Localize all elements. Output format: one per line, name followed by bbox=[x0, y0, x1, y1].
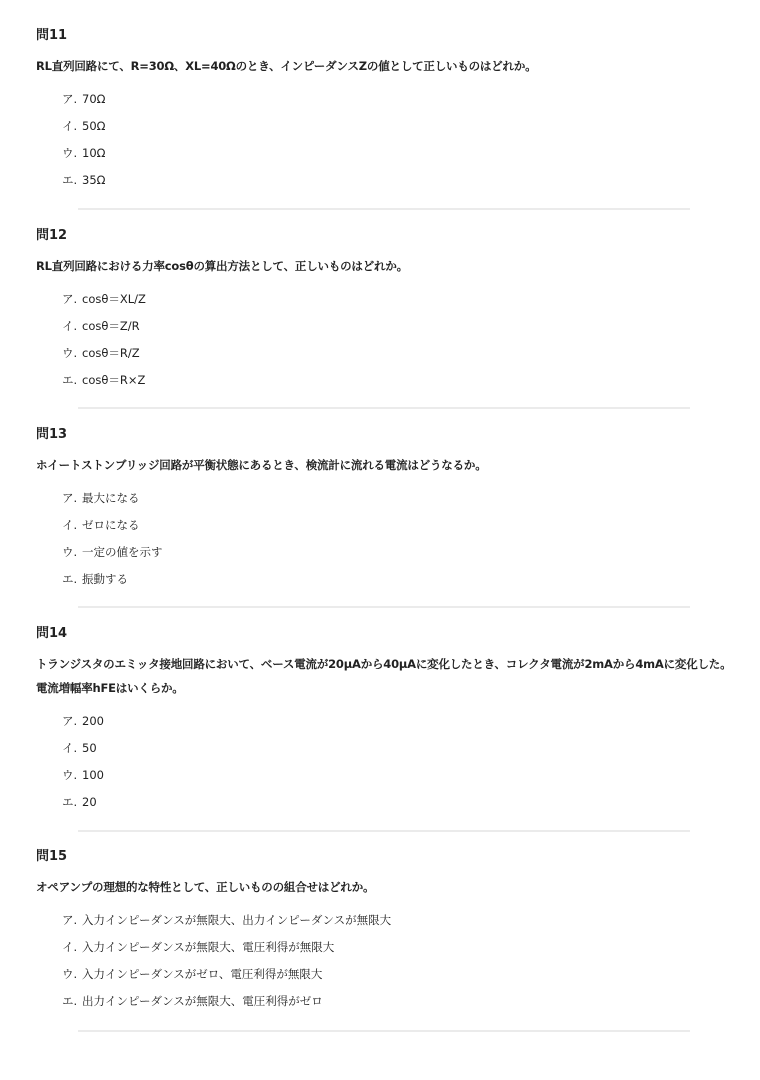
option-i[interactable] bbox=[62, 735, 736, 762]
option-text: cosθ＝R×Z bbox=[82, 373, 146, 387]
option-a[interactable] bbox=[62, 86, 736, 113]
option-text: 入力インピーダンスがゼロ、電圧利得が無限大 bbox=[82, 967, 323, 981]
option-label: ア. bbox=[62, 714, 78, 728]
question-15 bbox=[36, 848, 736, 1015]
question-13 bbox=[36, 426, 736, 593]
option-text: 100 bbox=[82, 768, 104, 782]
option-label: ウ. bbox=[62, 346, 78, 360]
option-u[interactable] bbox=[62, 140, 736, 167]
option-label: エ. bbox=[62, 795, 78, 809]
option-list bbox=[36, 708, 736, 816]
option-i[interactable] bbox=[62, 113, 736, 140]
option-a[interactable] bbox=[62, 907, 736, 934]
option-label: ウ. bbox=[62, 545, 78, 559]
option-e[interactable] bbox=[62, 167, 736, 194]
option-text: 20 bbox=[82, 795, 97, 809]
option-a[interactable] bbox=[62, 708, 736, 735]
question-11 bbox=[36, 27, 736, 194]
option-u[interactable] bbox=[62, 340, 736, 367]
question-text: ホイートストンブリッジ回路が平衡状態にあるとき、検流計に流れる電流はどうなるか。 bbox=[36, 458, 487, 472]
option-label: ウ. bbox=[62, 146, 78, 160]
question-text: RL直列回路における力率cosθの算出方法として、正しいものはどれか。 bbox=[36, 259, 408, 273]
option-a[interactable] bbox=[62, 286, 736, 313]
option-text: ゼロになる bbox=[82, 518, 140, 532]
option-text: 一定の値を示す bbox=[82, 545, 163, 559]
option-text: 35Ω bbox=[82, 173, 106, 187]
option-i[interactable] bbox=[62, 934, 736, 961]
option-label: エ. bbox=[62, 994, 78, 1008]
option-list bbox=[36, 86, 736, 194]
question-12 bbox=[36, 227, 736, 394]
option-label: ア. bbox=[62, 913, 78, 927]
option-label: イ. bbox=[62, 940, 78, 954]
option-label: ア. bbox=[62, 491, 78, 505]
question-number: 問12 bbox=[36, 228, 68, 243]
question-divider bbox=[78, 407, 690, 409]
question-text: オペアンプの理想的な特性として、正しいものの組合せはどれか。 bbox=[36, 880, 375, 894]
option-text: cosθ＝Z/R bbox=[82, 319, 140, 333]
question-number: 問13 bbox=[36, 427, 68, 442]
question-divider bbox=[78, 830, 690, 832]
question-number: 問11 bbox=[36, 28, 68, 43]
option-label: ア. bbox=[62, 292, 78, 306]
question-divider bbox=[78, 208, 690, 210]
question-text: RL直列回路にて、R=30Ω、XL=40Ωのとき、インピーダンスZの値として正しいものはどれか。 bbox=[36, 59, 537, 73]
option-text: 50 bbox=[82, 741, 97, 755]
option-label: ウ. bbox=[62, 967, 78, 981]
option-text: 出力インピーダンスが無限大、電圧利得がゼロ bbox=[82, 994, 323, 1008]
option-u[interactable] bbox=[62, 961, 736, 988]
question-number: 問15 bbox=[36, 849, 68, 864]
option-label: ウ. bbox=[62, 768, 78, 782]
option-label: エ. bbox=[62, 173, 78, 187]
option-label: エ. bbox=[62, 572, 78, 586]
option-e[interactable] bbox=[62, 789, 736, 816]
option-list bbox=[36, 286, 736, 394]
option-text: cosθ＝XL/Z bbox=[82, 292, 146, 306]
option-text: 50Ω bbox=[82, 119, 106, 133]
option-label: イ. bbox=[62, 741, 78, 755]
question-14 bbox=[36, 625, 736, 816]
option-text: 振動する bbox=[82, 572, 128, 586]
option-i[interactable] bbox=[62, 512, 736, 539]
option-label: イ. bbox=[62, 119, 78, 133]
option-e[interactable] bbox=[62, 988, 736, 1015]
option-text: 200 bbox=[82, 714, 104, 728]
question-number: 問14 bbox=[36, 626, 68, 641]
option-list bbox=[36, 485, 736, 593]
option-u[interactable] bbox=[62, 762, 736, 789]
option-i[interactable] bbox=[62, 313, 736, 340]
option-e[interactable] bbox=[62, 566, 736, 593]
question-divider bbox=[78, 606, 690, 608]
option-text: 入力インピーダンスが無限大、出力インピーダンスが無限大 bbox=[82, 913, 392, 927]
option-text: cosθ＝R/Z bbox=[82, 346, 140, 360]
option-text: 最大になる bbox=[82, 491, 140, 505]
question-divider bbox=[78, 1030, 690, 1032]
option-a[interactable] bbox=[62, 485, 736, 512]
option-label: イ. bbox=[62, 319, 78, 333]
option-list bbox=[36, 907, 736, 1015]
option-label: ア. bbox=[62, 92, 78, 106]
option-e[interactable] bbox=[62, 367, 736, 394]
option-text: 入力インピーダンスが無限大、電圧利得が無限大 bbox=[82, 940, 335, 954]
option-text: 70Ω bbox=[82, 92, 106, 106]
question-text: トランジスタのエミッタ接地回路において、ベース電流が20μAから40μAに変化したとき、コレクタ電流が2mAから4mAに変化した。電流増幅率hFEはいくらか。 bbox=[36, 657, 732, 695]
option-text: 10Ω bbox=[82, 146, 106, 160]
option-label: イ. bbox=[62, 518, 78, 532]
option-label: エ. bbox=[62, 373, 78, 387]
option-u[interactable] bbox=[62, 539, 736, 566]
